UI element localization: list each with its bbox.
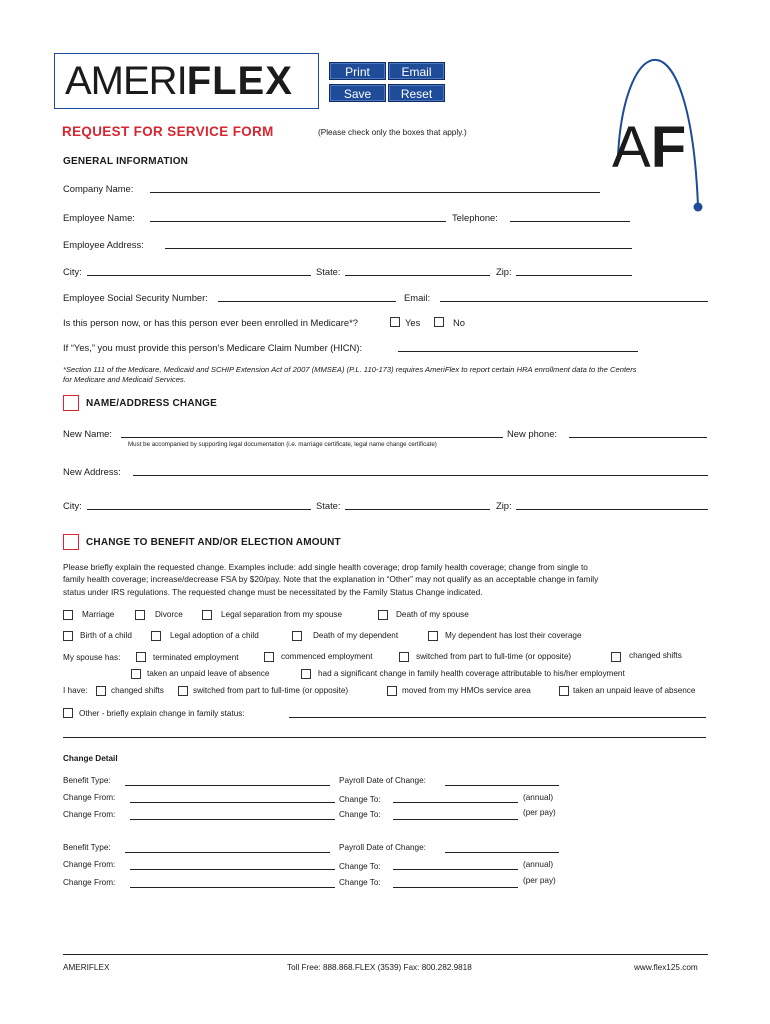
payroll-date-label-1: Payroll Date of Change: [339, 776, 426, 785]
reset-button[interactable]: Reset [388, 84, 445, 102]
birth-checkbox[interactable] [63, 631, 73, 641]
new-address-field[interactable] [133, 475, 708, 476]
marriage-label: Marriage [82, 610, 115, 619]
payroll-date-field-2[interactable] [445, 852, 559, 853]
i-switched-checkbox[interactable] [178, 686, 188, 696]
spouse-unpaid-checkbox[interactable] [131, 669, 141, 679]
new-city-label: City: [63, 500, 82, 511]
change-from-field-1b[interactable] [130, 819, 335, 820]
change-from-label-1a: Change From: [63, 793, 116, 802]
form-subtitle: (Please check only the boxes that apply.) [318, 128, 467, 137]
i-shifts-checkbox[interactable] [96, 686, 106, 696]
spouse-significant-checkbox[interactable] [301, 669, 311, 679]
adoption-checkbox[interactable] [151, 631, 161, 641]
dependent-lost-coverage-checkbox[interactable] [428, 631, 438, 641]
death-of-spouse-label: Death of my spouse [396, 610, 469, 619]
af-monogram: AF [612, 115, 687, 180]
company-name-field[interactable] [150, 192, 600, 193]
form-title: REQUEST FOR SERVICE FORM [62, 124, 274, 139]
change-from-field-2a[interactable] [130, 869, 335, 870]
footnote-line-2: for Medicare and Medicaid Services. [63, 375, 186, 384]
new-address-label: New Address: [63, 466, 121, 477]
city-label: City: [63, 266, 82, 277]
payroll-date-label-2: Payroll Date of Change: [339, 843, 426, 852]
spouse-shifts-checkbox[interactable] [611, 652, 621, 662]
spouse-switched-checkbox[interactable] [399, 652, 409, 662]
logo-wordmark: AMERIFLEX [65, 59, 293, 103]
benefit-change-heading: CHANGE TO BENEFIT AND/OR ELECTION AMOUNT [86, 537, 341, 548]
spouse-terminated-label: terminated employment [153, 653, 239, 662]
other-explain-field-2[interactable] [63, 737, 706, 738]
spouse-commenced-checkbox[interactable] [264, 652, 274, 662]
other-label: Other - briefly explain change in family status: [79, 709, 245, 718]
spouse-commenced-label: commenced employment [281, 652, 373, 661]
divorce-checkbox[interactable] [135, 610, 145, 620]
new-name-field[interactable] [121, 437, 503, 438]
i-unpaid-checkbox[interactable] [559, 686, 569, 696]
name-address-change-checkbox[interactable] [63, 395, 79, 411]
new-zip-field[interactable] [516, 509, 708, 510]
employee-address-label: Employee Address: [63, 239, 144, 250]
spouse-unpaid-label: taken an unpaid leave of absence [147, 669, 270, 678]
death-of-dependent-checkbox[interactable] [292, 631, 302, 641]
change-from-field-1a[interactable] [130, 802, 335, 803]
i-moved-checkbox[interactable] [387, 686, 397, 696]
explanation-line-1: Please briefly explain the requested change. Examples include: add single health coverage; drop family health coverage; change from single to [63, 562, 588, 572]
dependent-lost-coverage-label: My dependent has lost their coverage [445, 631, 582, 640]
spouse-significant-label: had a significant change in family health coverage attributable to his/her employment [318, 669, 625, 678]
spouse-switched-label: switched from part to full-time (or opposite) [416, 652, 572, 661]
change-to-label-1a: Change To: [339, 795, 381, 804]
change-to-field-1a[interactable] [393, 802, 518, 803]
i-unpaid-label: taken an unpaid leave of absence [573, 686, 696, 695]
footer-website[interactable]: www.flex125.com [634, 963, 698, 972]
change-to-label-1b: Change To: [339, 810, 381, 819]
birth-label: Birth of a child [80, 631, 132, 640]
city-field[interactable] [87, 275, 311, 276]
death-of-spouse-checkbox[interactable] [378, 610, 388, 620]
legal-separation-checkbox[interactable] [202, 610, 212, 620]
footnote-line-1: *Section 111 of the Medicare, Medicaid and SCHIP Extension Act of 2007 (MMSEA) (P.L. 110-173) requires AmeriFlex to report certain HRA enrollment data to the Centers [63, 365, 637, 374]
zip-label: Zip: [496, 266, 512, 277]
medicare-no-checkbox[interactable] [434, 317, 444, 327]
telephone-label: Telephone: [452, 212, 498, 223]
print-button[interactable]: Print [329, 62, 386, 80]
zip-field[interactable] [516, 275, 632, 276]
ssn-label: Employee Social Security Number: [63, 292, 208, 303]
i-shifts-label: changed shifts [111, 686, 164, 695]
change-to-field-2a[interactable] [393, 869, 518, 870]
medicare-no-label: No [453, 317, 465, 328]
new-phone-label: New phone: [507, 428, 558, 439]
change-to-field-2b[interactable] [393, 887, 518, 888]
adoption-label: Legal adoption of a child [170, 631, 259, 640]
footer-divider [63, 954, 708, 955]
change-from-label-1b: Change From: [63, 810, 116, 819]
marriage-checkbox[interactable] [63, 610, 73, 620]
change-from-label-2a: Change From: [63, 860, 116, 869]
new-phone-field[interactable] [569, 437, 707, 438]
medicare-question: Is this person now, or has this person ever been enrolled in Medicare*? [63, 317, 358, 328]
email-button[interactable]: Email [388, 62, 445, 80]
benefit-type-label-1: Benefit Type: [63, 776, 111, 785]
change-to-field-1b[interactable] [393, 819, 518, 820]
save-button[interactable]: Save [329, 84, 386, 102]
benefit-type-field-2[interactable] [125, 852, 330, 853]
name-change-note: Must be accompanied by supporting legal documentation (i.e. marriage certificate, legal name change certificate) [128, 441, 437, 448]
hicn-field[interactable] [398, 351, 638, 352]
general-heading: GENERAL INFORMATION [63, 156, 189, 167]
change-detail-heading: Change Detail [63, 754, 118, 763]
employee-address-field[interactable] [165, 248, 632, 249]
payroll-date-field-1[interactable] [445, 785, 559, 786]
ssn-field[interactable] [218, 301, 396, 302]
medicare-yes-label: Yes [405, 317, 421, 328]
benefit-type-field-1[interactable] [125, 785, 330, 786]
new-name-label: New Name: [63, 428, 112, 439]
divorce-label: Divorce [155, 610, 183, 619]
benefit-type-label-2: Benefit Type: [63, 843, 111, 852]
footer-company: AMERIFLEX [63, 963, 110, 972]
i-moved-label: moved from my HMOs service area [402, 686, 531, 695]
employee-name-field[interactable] [150, 221, 446, 222]
change-from-field-2b[interactable] [130, 887, 335, 888]
name-address-heading: NAME/ADDRESS CHANGE [86, 398, 218, 409]
spouse-shifts-label: changed shifts [629, 651, 682, 660]
change-to-label-2b: Change To: [339, 878, 381, 887]
spouse-has-label: My spouse has: [63, 653, 121, 662]
per-pay-label-1: (per pay) [523, 808, 556, 817]
i-have-label: I have: [63, 686, 88, 695]
benefit-change-checkbox[interactable] [63, 534, 79, 550]
spouse-terminated-checkbox[interactable] [136, 652, 146, 662]
explanation-line-2: family health coverage; increase/decrease FSA by $20/pay. Note that the explanation in “Other” may not qualify as an acceptable change in family [63, 574, 599, 585]
new-state-field[interactable] [345, 509, 490, 510]
annual-label-2: (annual) [523, 860, 554, 869]
state-label: State: [316, 266, 341, 277]
footer-contact: Toll Free: 888.868.FLEX (3539) Fax: 800.282.9818 [287, 963, 472, 972]
email-field[interactable] [440, 301, 708, 302]
new-city-field[interactable] [87, 509, 311, 510]
new-zip-label: Zip: [496, 500, 512, 511]
hicn-label: If “Yes,” you must provide this person’s Medicare Claim Number (HICN): [63, 342, 363, 353]
other-checkbox[interactable] [63, 708, 73, 718]
per-pay-label-2: (per pay) [523, 876, 556, 885]
legal-separation-label: Legal separation from my spouse [221, 610, 343, 619]
annual-label-1: (annual) [523, 793, 554, 802]
state-field[interactable] [345, 275, 490, 276]
employee-name-label: Employee Name: [63, 212, 135, 223]
death-of-dependent-label: Death of my dependent [313, 631, 399, 640]
explanation-line-3: status under IRS regulations. The requested change must be necessitated by the Family Status Change indicated. [63, 586, 483, 597]
change-from-label-2b: Change From: [63, 878, 116, 887]
medicare-yes-checkbox[interactable] [390, 317, 400, 327]
new-state-label: State: [316, 500, 341, 511]
other-explain-field[interactable] [289, 717, 706, 718]
company-name-label: Company Name: [63, 183, 134, 194]
email-label: Email: [404, 292, 431, 303]
ameriflex-logo [54, 53, 319, 109]
i-switched-label: switched from part to full-time (or opposite) [193, 686, 349, 695]
change-to-label-2a: Change To: [339, 862, 381, 871]
telephone-field[interactable] [510, 221, 630, 222]
benefit-explanation [63, 561, 713, 598]
